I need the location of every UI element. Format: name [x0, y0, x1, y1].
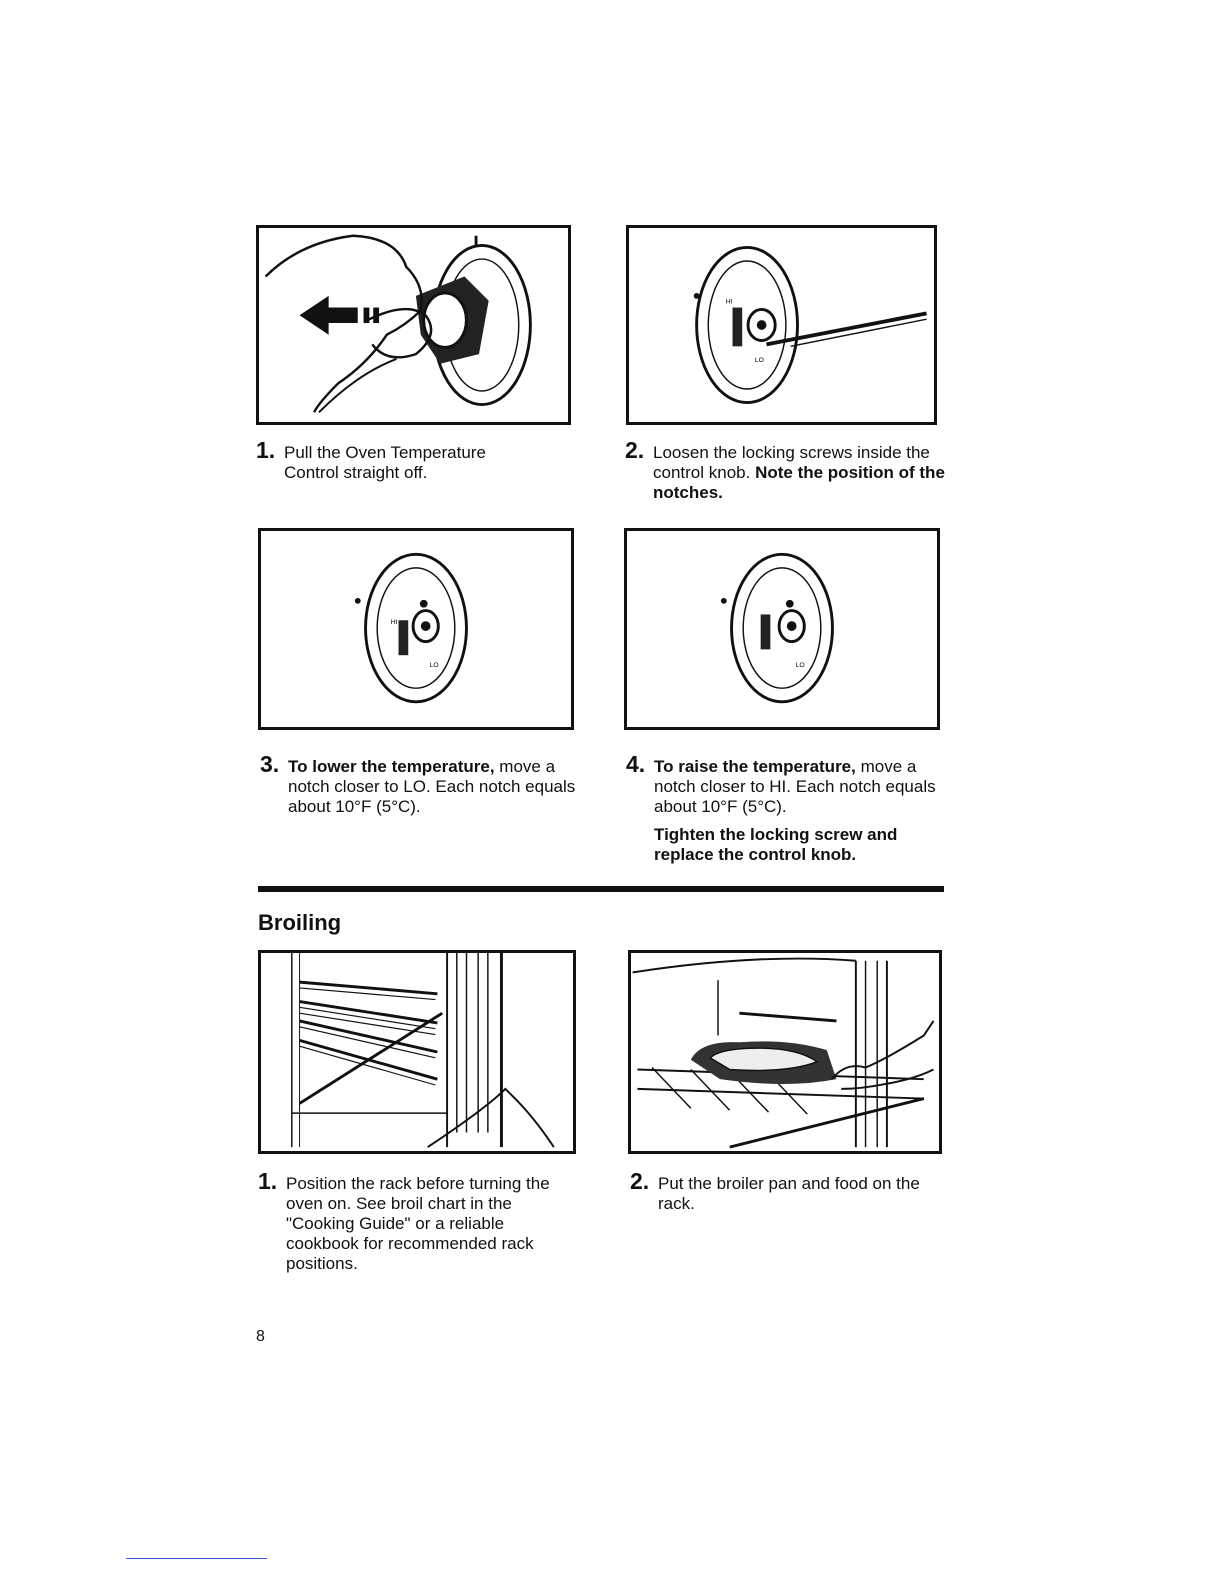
oven-racks-illustration: [261, 953, 573, 1151]
step-number: 3.: [260, 751, 280, 777]
temp-step-3: [260, 751, 580, 817]
step-note-bold: Note the position of the notches.: [653, 463, 945, 502]
step-text: move a notch closer to HI. Each notch equals about 10°F (5°C).: [654, 757, 936, 816]
dial-lo-label: LO: [754, 356, 764, 364]
dial-lower-illustration: [261, 531, 571, 727]
step-number: 4.: [626, 751, 646, 777]
step-heading-bold: To raise the temperature,: [654, 757, 856, 776]
step-number: 1.: [256, 437, 276, 463]
broiler-pan-illustration: [631, 953, 939, 1151]
step-text: move a notch closer to LO. Each notch equals about 10°F (5°C).: [288, 757, 576, 816]
step-text: Position the rack before turning the oven on. See broil chart in the "Cooking Guide" or a reliable cookbook for recommended rack positions.: [286, 1174, 550, 1273]
broil-step-2: [630, 1168, 930, 1214]
section-heading-broiling: Broiling: [258, 910, 342, 935]
temp-step-2: [625, 437, 945, 503]
screwdriver-dial-illustration: [629, 228, 934, 422]
step-heading-bold: To lower the temperature,: [288, 757, 495, 776]
step-number: 2.: [630, 1168, 650, 1194]
dial-lo-label: LO: [795, 661, 805, 669]
page-number: 8: [256, 1328, 265, 1345]
pull-knob-illustration: [259, 228, 568, 422]
step-number: 1.: [258, 1168, 278, 1194]
temp-step-4: [626, 751, 946, 865]
step-text: Loosen the locking screws inside the control knob.: [653, 443, 930, 482]
figure-rack-positions: [258, 950, 576, 1154]
dial-hi-label: HI: [390, 619, 398, 627]
temp-step-1: [256, 437, 536, 483]
dial-lo-label: LO: [429, 661, 439, 669]
figure-raise-temp-dial: [624, 528, 940, 730]
figure-loosen-screws: [626, 225, 937, 425]
dial-hi-label: HI: [725, 298, 733, 306]
figure-pull-knob: [256, 225, 571, 425]
step-text: Pull the Oven Temperature Control straight off.: [284, 443, 486, 482]
broil-step-1: [258, 1168, 558, 1274]
step-text: Put the broiler pan and food on the rack.: [658, 1174, 920, 1213]
figure-broiler-pan: [628, 950, 942, 1154]
step-number: 2.: [625, 437, 645, 463]
dial-raise-illustration: [627, 531, 937, 727]
figure-lower-temp-dial: [258, 528, 574, 730]
step-note-bold: Tighten the locking screw and replace the control knob.: [654, 825, 898, 864]
footer-line: [126, 1558, 267, 1559]
section-divider: [258, 886, 944, 892]
